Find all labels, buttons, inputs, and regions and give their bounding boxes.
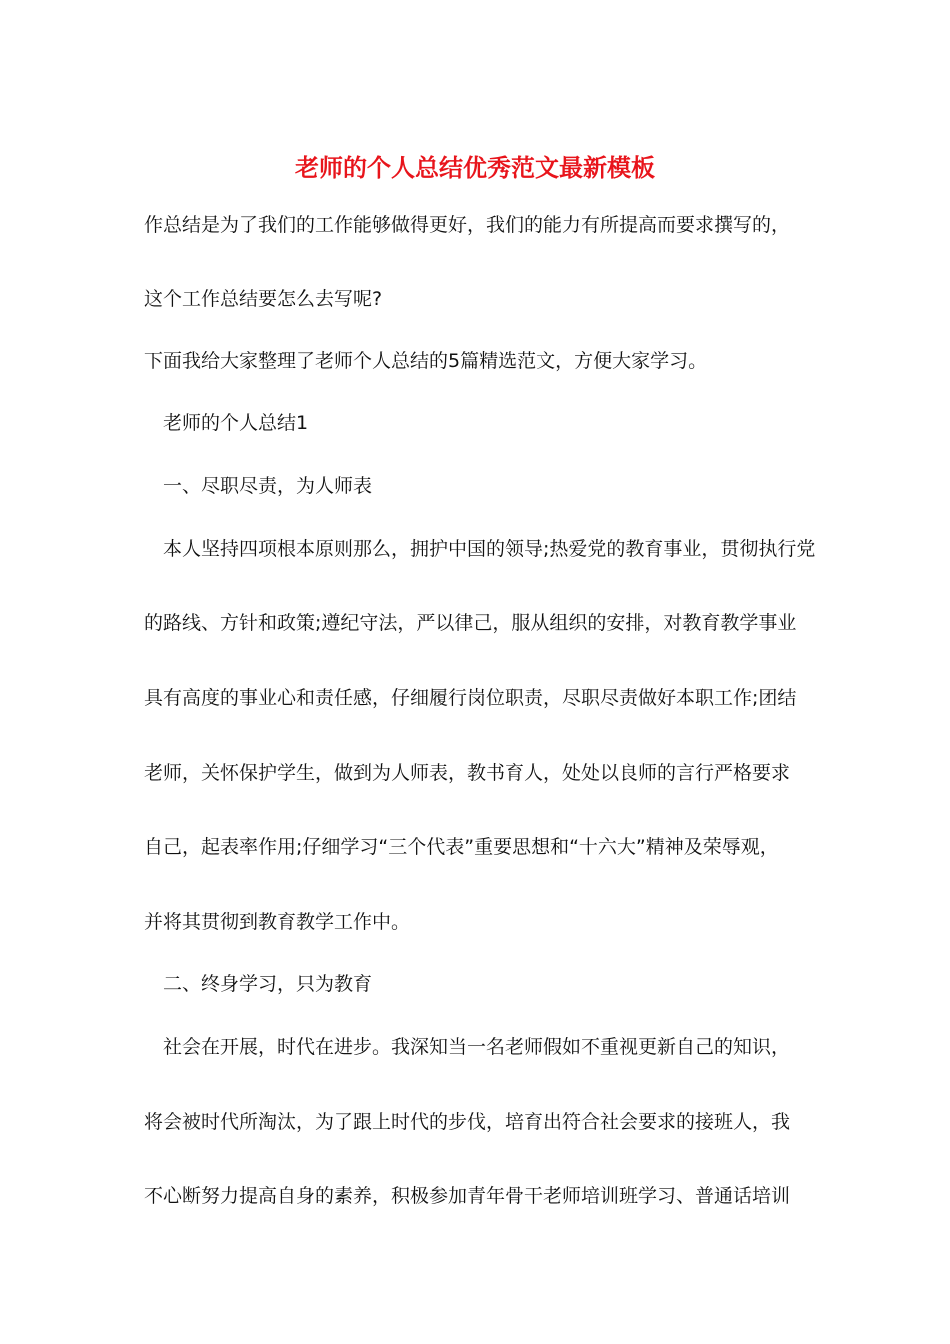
- paragraph-line: 老师，关怀保护学生，做到为人师表，教书育人，处处以良师的言行严格要求: [144, 762, 791, 784]
- paragraph-line: 将会被时代所淘汰，为了跟上时代的步伐，培育出符合社会要求的接班人，我: [144, 1111, 791, 1133]
- document-title: 老师的个人总结优秀范文最新模板: [295, 154, 655, 182]
- paragraph-line: 这个工作总结要怎么去写呢?: [144, 288, 383, 310]
- section-heading: 二、终身学习，只为教育: [163, 973, 373, 995]
- paragraph-line: 具有高度的事业心和责任感，仔细履行岗位职责，尽职尽责做好本职工作;团结: [144, 687, 797, 709]
- paragraph-line: 下面我给大家整理了老师个人总结的5篇精选范文，方便大家学习。: [144, 350, 708, 372]
- paragraph-line: 并将其贯彻到教育教学工作中。: [144, 911, 411, 933]
- paragraph-line: 的路线、方针和政策;遵纪守法，严以律己，服从组织的安排，对教育教学事业: [144, 612, 797, 634]
- section-heading: 老师的个人总结1: [163, 412, 309, 434]
- paragraph-line: 社会在开展，时代在进步。我深知当一名老师假如不重视更新自己的知识，: [163, 1036, 791, 1058]
- section-heading: 一、尽职尽责，为人师表: [163, 475, 373, 497]
- paragraph-line: 自己，起表率作用;仔细学习“三个代表”重要思想和“十六大”精神及荣辱观，: [144, 836, 779, 858]
- paragraph-line: 本人坚持四项根本原则那么，拥护中国的领导;热爱党的教育事业，贯彻执行党: [163, 538, 816, 560]
- paragraph-line: 作总结是为了我们的工作能够做得更好，我们的能力有所提高而要求撰写的，: [144, 214, 791, 236]
- paragraph-line: 不心断努力提高自身的素养，积极参加青年骨干老师培训班学习、普通话培训: [144, 1185, 791, 1207]
